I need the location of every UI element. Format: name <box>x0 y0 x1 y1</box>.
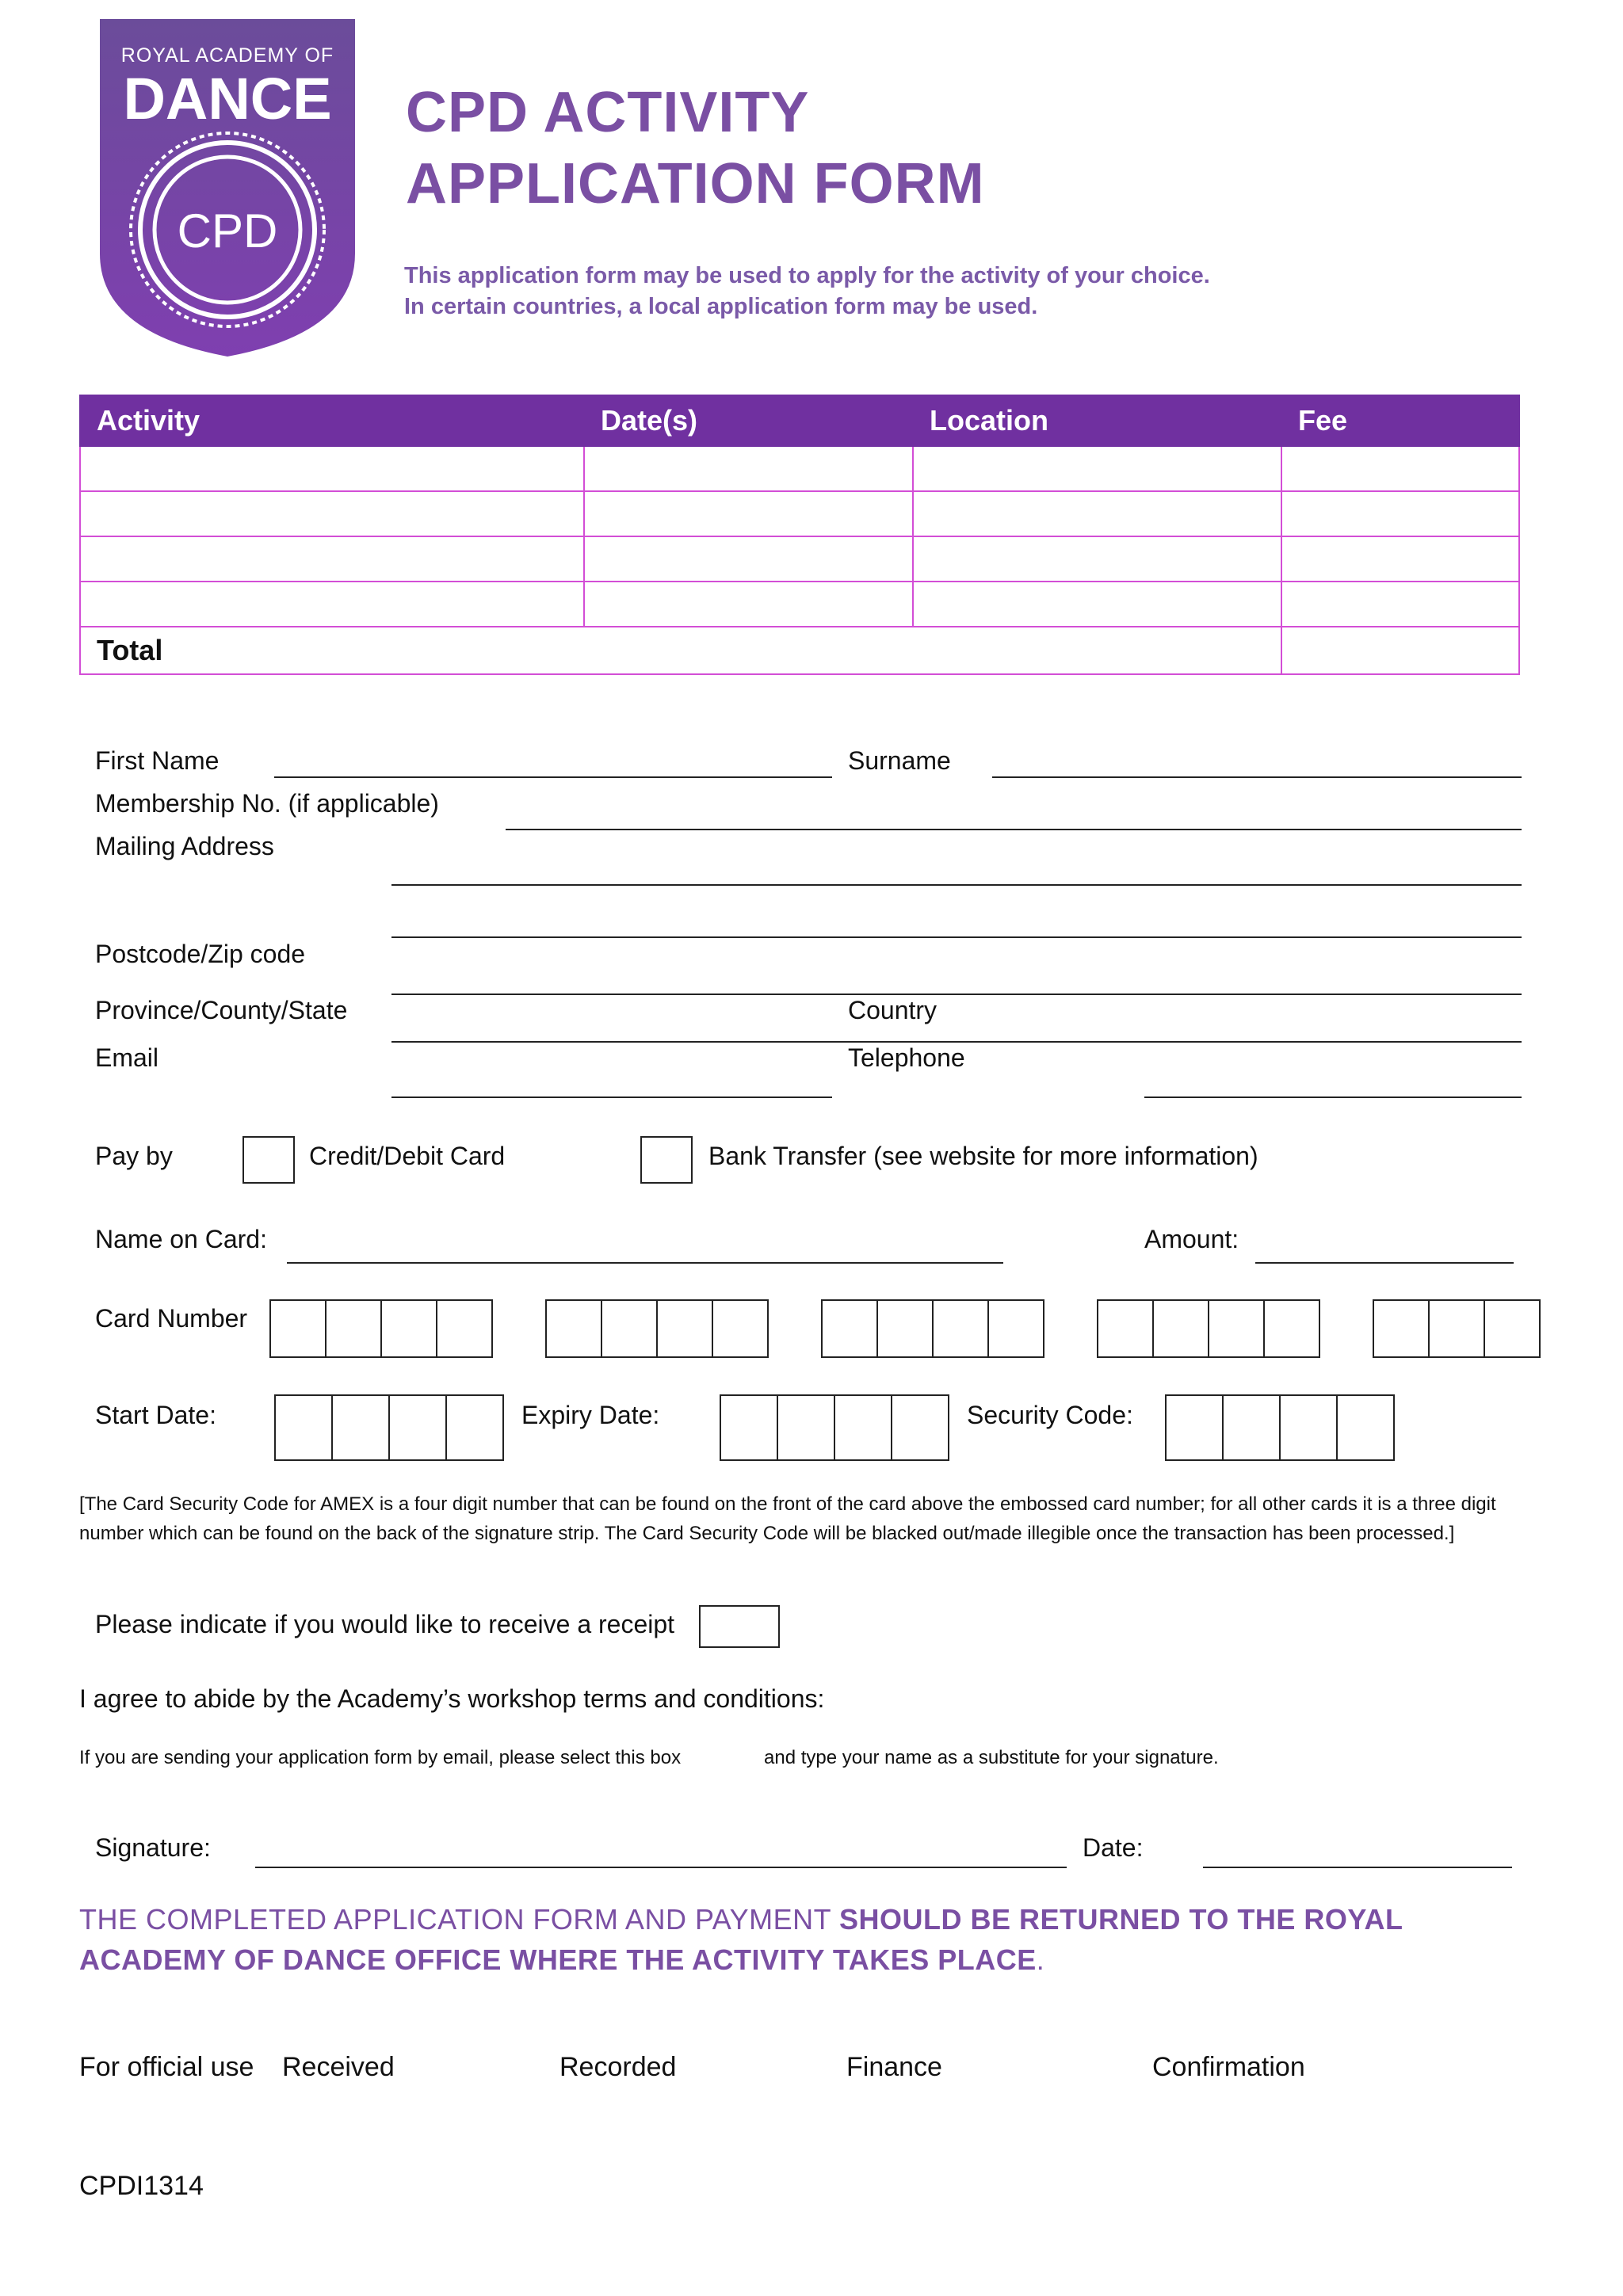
card-digit-box[interactable] <box>1484 1299 1541 1358</box>
receipt-label: Please indicate if you would like to receive a receipt <box>95 1610 675 1638</box>
card-digit-box[interactable] <box>545 1299 602 1358</box>
expiry-date-label: Expiry Date: <box>521 1401 660 1429</box>
activity-input[interactable] <box>97 498 548 532</box>
official-use-label: For official use <box>79 2052 254 2082</box>
card-number-group-2 <box>545 1299 769 1358</box>
card-digit-box[interactable] <box>325 1299 382 1358</box>
address-line1-field[interactable] <box>391 854 1522 886</box>
card-digit-box[interactable] <box>269 1299 327 1358</box>
receipt-checkbox[interactable] <box>699 1605 780 1648</box>
start-date-boxes <box>274 1394 504 1461</box>
royal-academy-of-dance-cpd-logo <box>97 16 358 360</box>
postcode-label: Postcode/Zip code <box>95 940 306 968</box>
activity-input[interactable] <box>97 453 548 486</box>
activity-table <box>79 395 1520 675</box>
security-code-boxes <box>1165 1394 1395 1461</box>
card-digit-box[interactable] <box>1428 1299 1485 1358</box>
expiry-date-box[interactable] <box>777 1394 835 1461</box>
card-digit-box[interactable] <box>1152 1299 1209 1358</box>
logo-line2: DANCE <box>123 66 332 132</box>
province-country-field[interactable] <box>391 1011 1522 1043</box>
header-location: Location <box>913 395 1281 446</box>
amount-field[interactable] <box>1255 1232 1514 1264</box>
expiry-date-boxes <box>720 1394 949 1461</box>
credit-card-checkbox[interactable] <box>242 1136 295 1184</box>
activity-table-header <box>80 395 1519 446</box>
date-label: Date: <box>1083 1833 1144 1862</box>
surname-field[interactable] <box>992 746 1522 778</box>
start-date-box[interactable] <box>388 1394 447 1461</box>
security-code-box[interactable] <box>1222 1394 1281 1461</box>
card-number-label: Card Number <box>95 1304 248 1333</box>
fee-input[interactable] <box>1298 589 1504 622</box>
form-title-line1: CPD ACTIVITY <box>406 81 810 144</box>
table-row <box>80 491 1519 536</box>
dates-input[interactable] <box>601 589 891 622</box>
logo-line1: ROYAL ACADEMY OF <box>120 44 334 67</box>
membership-label: Membership No. (if applicable) <box>95 789 439 818</box>
location-input[interactable] <box>930 453 1256 486</box>
card-digit-box[interactable] <box>1263 1299 1320 1358</box>
card-digit-box[interactable] <box>436 1299 493 1358</box>
dates-input[interactable] <box>601 453 891 486</box>
table-row <box>80 582 1519 627</box>
logo-badge: CPD <box>177 204 278 257</box>
start-date-box[interactable] <box>274 1394 333 1461</box>
email-signature-checkbox[interactable] <box>720 1745 759 1771</box>
security-code-note: [The Card Security Code for AMEX is a four digit number that can be found on the front of the card above the embossed card number; for all other cards it is a three digit number which can be found on the back of the signature strip. The Card Security Code will be blacked out/made illegible once the transaction has been processed.] <box>79 1493 1496 1544</box>
name-on-card-label: Name on Card: <box>95 1225 267 1253</box>
province-label: Province/County/State <box>95 996 348 1024</box>
card-digit-box[interactable] <box>1097 1299 1154 1358</box>
card-digit-box[interactable] <box>932 1299 989 1358</box>
activity-input[interactable] <box>97 589 548 622</box>
first-name-label: First Name <box>95 746 220 775</box>
total-label: Total <box>80 627 1281 674</box>
email-label: Email <box>95 1043 159 1072</box>
fee-input[interactable] <box>1298 498 1504 532</box>
dates-input[interactable] <box>601 498 891 532</box>
expiry-date-box[interactable] <box>834 1394 892 1461</box>
location-input[interactable] <box>930 589 1256 622</box>
security-code-label: Security Code: <box>967 1401 1133 1429</box>
return-notice-line1 <box>79 1905 1403 1934</box>
name-on-card-field[interactable] <box>287 1232 1003 1264</box>
mailing-address-label: Mailing Address <box>95 832 274 860</box>
start-date-box[interactable] <box>331 1394 390 1461</box>
total-row <box>80 627 1519 674</box>
official-finance: Finance <box>846 2052 942 2082</box>
fee-input[interactable] <box>1298 543 1504 577</box>
signature-field[interactable] <box>255 1836 1067 1868</box>
card-digit-box[interactable] <box>821 1299 878 1358</box>
header-dates: Date(s) <box>584 395 913 446</box>
official-received: Received <box>282 2052 395 2082</box>
intro-line2: In certain countries, a local application form may be used. <box>404 294 1038 319</box>
card-digit-box[interactable] <box>712 1299 769 1358</box>
pay-by-label: Pay by <box>95 1142 173 1170</box>
location-input[interactable] <box>930 543 1256 577</box>
telephone-label: Telephone <box>848 1043 965 1072</box>
card-number-group-3 <box>821 1299 1044 1358</box>
first-name-field[interactable] <box>274 746 832 778</box>
signature-label: Signature: <box>95 1833 211 1862</box>
address-line2-field[interactable] <box>391 906 1522 938</box>
return-notice-part2: SHOULD BE RETURNED TO THE ROYAL <box>838 1903 1403 1936</box>
expiry-date-box[interactable] <box>720 1394 778 1461</box>
amount-label: Amount: <box>1144 1225 1239 1253</box>
return-notice-part1: THE COMPLETED APPLICATION FORM AND PAYMENT <box>79 1903 839 1936</box>
credit-card-label: Credit/Debit Card <box>309 1142 506 1170</box>
card-digit-box[interactable] <box>876 1299 934 1358</box>
membership-field[interactable] <box>506 799 1522 830</box>
total-fee-input[interactable] <box>1298 635 1504 669</box>
terms-agree-label: I agree to abide by the Academy’s workshop terms and conditions: <box>79 1684 825 1713</box>
security-code-box[interactable] <box>1336 1394 1395 1461</box>
telephone-field[interactable] <box>1144 1066 1522 1098</box>
bank-transfer-label: Bank Transfer (see website for more information) <box>708 1142 1258 1170</box>
bank-transfer-checkbox[interactable] <box>640 1136 693 1184</box>
start-date-box[interactable] <box>445 1394 504 1461</box>
return-notice-line2 <box>79 1943 1045 1976</box>
activity-input[interactable] <box>97 543 548 577</box>
start-date-label: Start Date: <box>95 1401 216 1429</box>
dates-input[interactable] <box>601 543 891 577</box>
card-digit-box[interactable] <box>987 1299 1044 1358</box>
card-number-group-5 <box>1373 1299 1541 1358</box>
card-digit-box[interactable] <box>380 1299 437 1358</box>
card-number-group-1 <box>269 1299 493 1358</box>
table-row <box>80 536 1519 582</box>
surname-label: Surname <box>848 746 951 775</box>
security-code-box[interactable] <box>1279 1394 1338 1461</box>
fee-input[interactable] <box>1298 453 1504 486</box>
location-input[interactable] <box>930 498 1256 532</box>
date-field[interactable] <box>1203 1836 1512 1868</box>
security-code-box[interactable] <box>1165 1394 1224 1461</box>
header-activity: Activity <box>80 395 584 446</box>
expiry-date-box[interactable] <box>891 1394 949 1461</box>
form-code: CPDI1314 <box>79 2171 204 2201</box>
form-title-line2: APPLICATION FORM <box>406 152 985 215</box>
card-digit-box[interactable] <box>601 1299 658 1358</box>
card-number-group-4 <box>1097 1299 1320 1358</box>
header-fee: Fee <box>1281 395 1519 446</box>
official-recorded: Recorded <box>559 2052 677 2082</box>
postcode-field[interactable] <box>391 963 1522 995</box>
table-row <box>80 446 1519 491</box>
card-digit-box[interactable] <box>656 1299 713 1358</box>
return-notice-part3: ACADEMY OF DANCE OFFICE WHERE THE ACTIVITY TAKES PLACE <box>79 1943 1037 1976</box>
email-field[interactable] <box>391 1066 832 1098</box>
card-digit-box[interactable] <box>1373 1299 1430 1358</box>
email-note-part2: and type your name as a substitute for your signature. <box>764 1747 1219 1768</box>
official-confirmation: Confirmation <box>1152 2052 1305 2082</box>
card-digit-box[interactable] <box>1208 1299 1265 1358</box>
email-note-part1: If you are sending your application form by email, please select this box <box>79 1747 682 1768</box>
country-label: Country <box>848 996 938 1024</box>
return-notice-part4: . <box>1036 1943 1045 1976</box>
intro-line1: This application form may be used to apply for the activity of your choice. <box>404 263 1210 288</box>
